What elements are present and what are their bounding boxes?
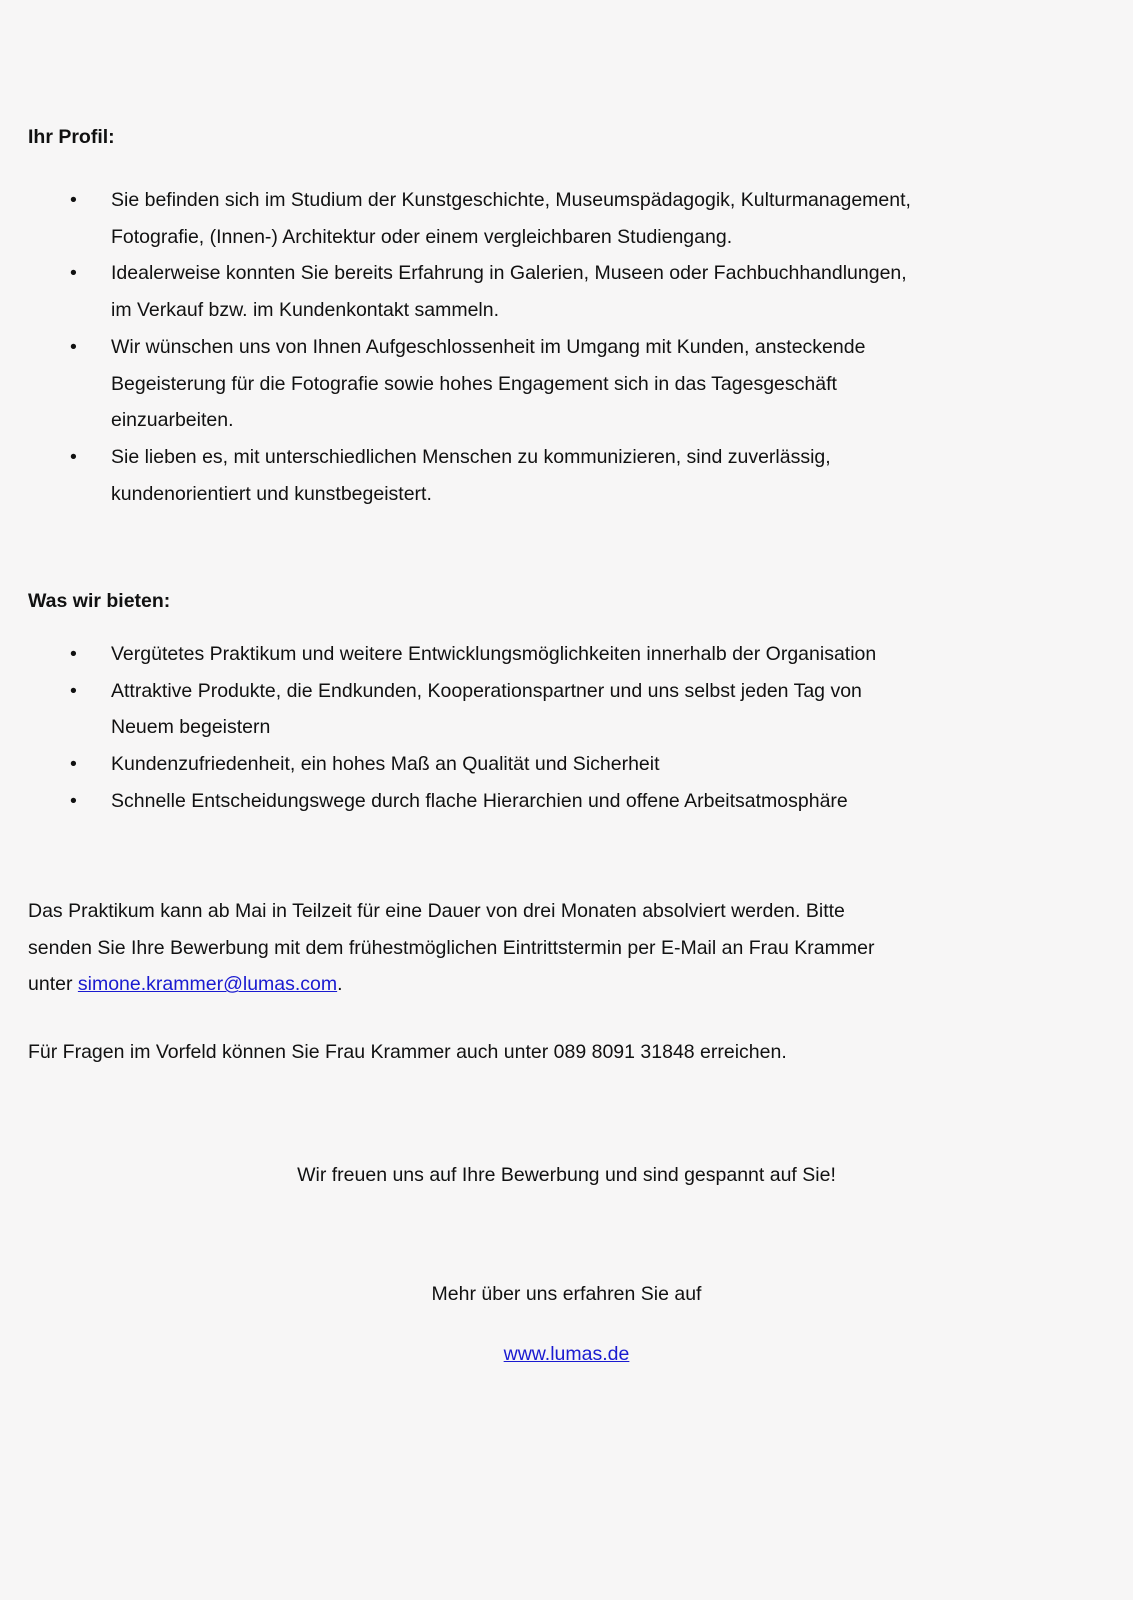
details-line [28, 966, 874, 1003]
list-item-body [111, 636, 876, 673]
list-item-text: Begeisterung für die Fotografie sowie hohes Engagement sich in das Tagesgeschäft [111, 372, 837, 395]
list-item-text: kundenorientiert und kunstbegeistert. [111, 482, 432, 505]
bullet-icon: • [70, 679, 77, 702]
details-text: unter [28, 973, 78, 996]
details-paragraph [28, 893, 874, 1003]
bullet-icon: • [70, 335, 77, 358]
list-item-text: Idealerweise konnten Sie bereits Erfahrung in Galerien, Museen oder Fachbuchhandlungen, [111, 262, 907, 285]
list-item-text: Neuem begeistern [111, 716, 271, 739]
list-item-text: Sie befinden sich im Studium der Kunstgeschichte, Museumspädagogik, Kulturmanagement, [111, 189, 911, 211]
list-item-text: Attraktive Produkte, die Endkunden, Kooperationspartner und uns selbst jeden Tag von [111, 679, 862, 702]
list-item-text: einzuarbeiten. [111, 409, 234, 432]
list-item-body [111, 255, 907, 328]
list-item-body [111, 746, 660, 783]
details-text: . [337, 973, 343, 996]
website-link-wrap [0, 1343, 1133, 1366]
list-item-text: Sie lieben es, mit unterschiedlichen Menschen zu kommunizieren, sind zuverlässig, [111, 445, 831, 468]
list-item-text: Vergütetes Praktikum und weitere Entwicklungsmöglichkeiten innerhalb der Organisation [111, 643, 877, 665]
email-link[interactable]: simone.krammer@lumas.com [77, 973, 338, 996]
bullet-icon: • [70, 753, 77, 776]
list-item-body [111, 783, 848, 820]
list-item-body [111, 182, 911, 255]
bullet-icon: • [70, 262, 77, 285]
details-line: Das Praktikum kann ab Mai in Teilzeit für eine Dauer von drei Monaten absolviert werden. Bitte [28, 900, 845, 922]
website-link[interactable]: www.lumas.de [503, 1343, 630, 1365]
offer-heading: Was wir bieten: [28, 590, 171, 612]
bullet-icon: • [70, 643, 77, 665]
list-item-text: Wir wünschen uns von Ihnen Aufgeschlossenheit im Umgang mit Kunden, ansteckende [111, 335, 866, 358]
list-item-text: Fotografie, (Innen-) Architektur oder einem vergleichbaren Studiengang. [111, 225, 733, 248]
profile-heading: Ihr Profil: [28, 126, 115, 148]
details-line: senden Sie Ihre Bewerbung mit dem frühestmöglichen Eintrittstermin per E-Mail an Frau Krammer [28, 936, 875, 959]
list-item-body [111, 673, 862, 746]
list-item-text: Kundenzufriedenheit, ein hohes Maß an Qualität und Sicherheit [111, 753, 660, 776]
questions-text: Für Fragen im Vorfeld können Sie Frau Krammer auch unter 089 8091 31848 erreichen. [28, 1041, 787, 1063]
closing-text: Wir freuen uns auf Ihre Bewerbung und sind gespannt auf Sie! [297, 1164, 836, 1186]
list-item-text: Schnelle Entscheidungswege durch flache Hierarchien und offene Arbeitsatmosphäre [111, 789, 848, 812]
bullet-icon: • [70, 445, 77, 468]
list-item-body [111, 439, 831, 512]
list-item-text: im Verkauf bzw. im Kundenkontakt sammeln. [111, 299, 500, 322]
bullet-icon: • [70, 189, 77, 211]
bullet-icon: • [70, 789, 77, 812]
list-item-body [111, 329, 865, 439]
more-info-text: Mehr über uns erfahren Sie auf [431, 1283, 702, 1305]
